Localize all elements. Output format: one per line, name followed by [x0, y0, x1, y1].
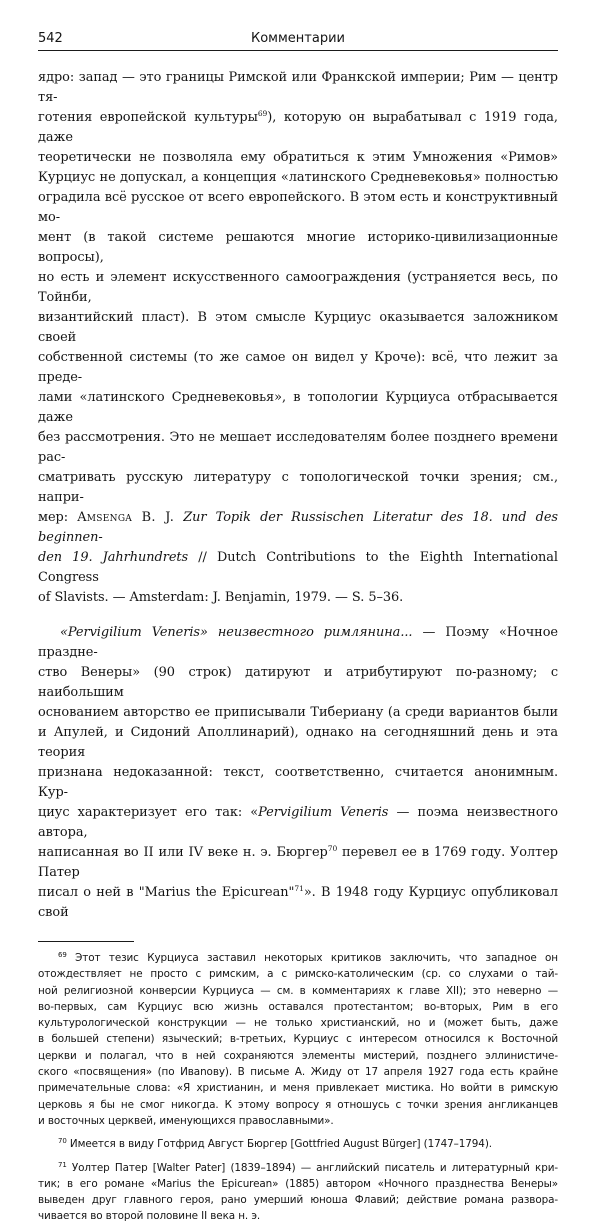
text-line: Курциус не допускал, а концепция «латинского Средневековья» полностью [38, 170, 558, 185]
text-line: основанием авторство ее приписывали Тибериану (а среди вариантов были [38, 705, 558, 720]
footnote-ref-70[interactable]: 70 [327, 844, 338, 853]
text-line: сматривать русскую литературу с топологической точки зрения; см., напри- [38, 470, 558, 505]
footnote-line: чивается во второй половине II века н. э. [38, 1210, 261, 1223]
running-title: Комментарии [251, 31, 345, 46]
footnote-71 [38, 1160, 558, 1225]
footnote-line: отождествляет не просто с римским, а с римско-католическим (ср. со слухами о тай- [38, 968, 558, 981]
footnote-line: церкви и полагал, что в ней сохраняются элементы мистерий, позднего эллинистиче- [38, 1049, 558, 1062]
text-line: «Pervigilium Veneris» неизвестного римлянина... — Поэму «Ночное праздне- [38, 625, 558, 660]
author-name: Amsenga B. J. [77, 510, 175, 525]
text-line: теоретически не позволяла ему обратиться к этим Умножения «Римов» [38, 150, 558, 165]
text-line: византийский пласт). В этом смысле Курциус оказывается заложником своей [38, 310, 558, 345]
text-line: мент (в такой системе решаются многие историко-цивилизационные вопросы), [38, 230, 558, 265]
footnote-line: ского «посвящения» (по Ивanову). В письме А. Жиду от 17 апреля 1927 года есть крайне [38, 1066, 558, 1079]
footnote-line: тик; в его романе «Marius the Epicurean» (1885) автором «Ночного празднества Венеры» [38, 1177, 558, 1190]
paragraph-1 [38, 68, 558, 608]
footnote-line: в большей степени) языческий; в-третьих, Курциус с интересом относился к Восточной [38, 1033, 558, 1046]
text-line: и Апулей, и Сидоний Аполлинарий), однако на сегодняшний день и эта теория [38, 725, 558, 760]
footnote-line: примечательные слова: «Я христианин, и меня привлекает мистика. Но войти в римскую [38, 1082, 558, 1095]
text-line: признана недоказанной: текст, соответственно, считается анонимным. Кур- [38, 765, 558, 800]
text-line: но есть и элемент искусственного самоограждения (устраняется весь, по Тойнби, [38, 270, 558, 305]
footnote-line: ной религиозной конверсии Курциуса — см. в комментариях к главе XII); это неверно — [38, 984, 558, 997]
text-line: оградила всё русское от всего европейского. В этом есть и конструктивный мо- [38, 190, 558, 225]
footnote-69 [38, 950, 558, 1129]
quoted-title: Pervigilium Veneris [258, 805, 389, 820]
text-line: ство Венеры» (90 строк) датируют и атрибутируют по-разному; с наибольшим [38, 665, 558, 700]
footnote-70 [38, 1136, 558, 1152]
paragraph-2 [38, 623, 558, 923]
page-number: 542 [38, 31, 63, 46]
text-line: den 19. Jahrhundrets // Dutch Contributions to the Eighth International Congress [38, 550, 558, 585]
text-line: мер: Amsenga B. J. Zur Topik der Russischen Literatur des 18. und des beginnen- [38, 510, 558, 545]
text-line: писал о ней в "Marius the Epicurean"$^{71}$». В 1948 году Курциус опубликовал свой [38, 884, 558, 920]
footnote-line: и восточных церквей, именующихся православными». [38, 1114, 334, 1127]
footnote-line: выведен друг главного героя, рано умерший юноша Флавий; действие романа разворa- [38, 1194, 558, 1207]
citation-title: Zur Topik der Russischen Literatur des 18. und des beginnen- [38, 510, 558, 545]
lemma: «Pervigilium Veneris» неизвестного римлянина... [60, 625, 413, 640]
footnote-number: 71 [58, 1160, 67, 1169]
book-page [38, 30, 558, 1223]
footnote-line: церковь я бы не смог никогда. К этому вопросу я отношусь с точки зрения англиканцев [38, 1098, 558, 1111]
footnote-line: $^{69}$ Этот тезис Курциуса заставил некоторых критиков заключить, что западное он [58, 951, 558, 964]
text-line: готения европейской культуры$^{69}$), которую он вырабатывал с 1919 года, даже [38, 109, 558, 145]
footnote-number: 69 [58, 951, 67, 959]
text-line: без рассмотрения. Это не мешает исследователям более позднего времени рас- [38, 430, 558, 465]
footnote-ref-71[interactable]: 71 [294, 884, 304, 893]
text-line: лами «латинского Средневековья», в топологии Курциуса отбрасывается даже [38, 390, 558, 425]
text-line: собственной системы (то же самое он видел у Кроче): всё, что лежит за преде- [38, 350, 558, 385]
footnote-ref-69[interactable]: 69 [257, 109, 268, 118]
footnote-number: 70 [58, 1137, 67, 1146]
text-line: ядро: запад — это границы Римской или Франкской империи; Рим — центр тя- [38, 70, 558, 105]
footnote-line: $^{71}$ Уолтер Патер [Walter Pater] (1839–1894) — английский писатель и литературный кри- [58, 1160, 558, 1174]
running-header [38, 30, 558, 51]
text-line: написанная во II или IV веке н. э. Бюргер$^{70}$ перевел ее в 1769 году. Уолтер Патер [38, 844, 558, 880]
text-line: циус характеризует его так: «Pervigilium Veneris — поэма неизвестного автора, [38, 805, 558, 840]
footnote-separator [38, 941, 134, 942]
citation-title-cont: den 19. Jahrhundrets [38, 550, 189, 565]
footnote-line: $^{70}$ Имеется в виду Готфрид Август Бюргер [Gottfried August Bürger] (1747–1794). [58, 1137, 492, 1151]
text-line: of Slavists. — Amsterdam: J. Benjamin, 1979. — S. 5–36. [38, 590, 404, 605]
footnote-line: во-первых, сам Курциус всю жизнь оставался протестантом; во-вторых, Рим в его [38, 1000, 558, 1013]
footnote-line: культурологической конструкции — не только христианский, но и (может быть, даже [38, 1017, 558, 1030]
